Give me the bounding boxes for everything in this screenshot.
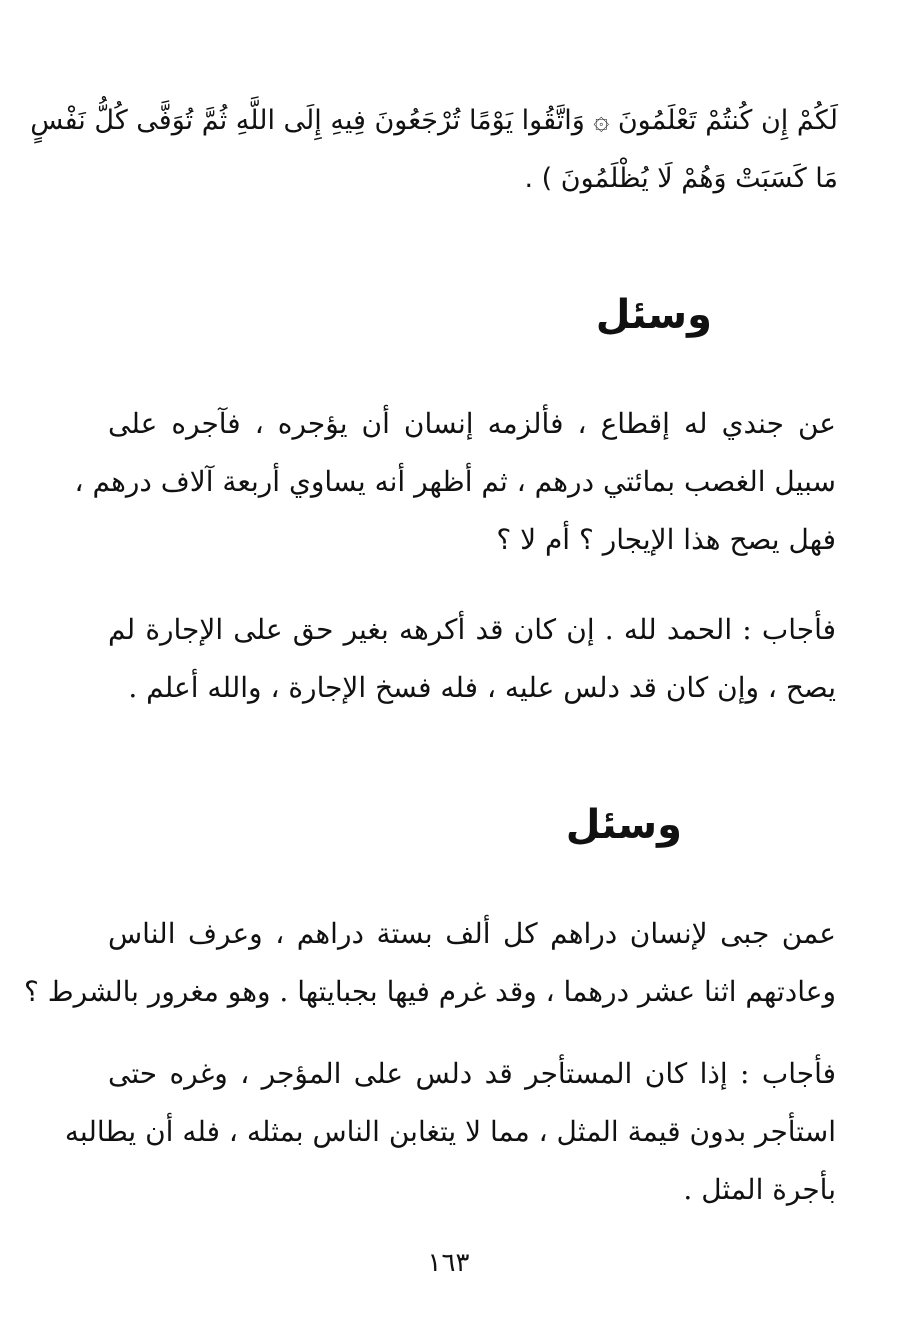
- text-line: يصح ، وإن كان قد دلس عليه ، فله فسخ الإجارة ، والله أعلم .: [128, 671, 836, 704]
- text-line: بأجرة المثل .: [683, 1173, 836, 1206]
- answer-paragraph: [108, 601, 836, 717]
- quran-verse-line: لَكُمْ إِن كُنتُمْ تَعْلَمُونَ ۞ وَاتَّقُوا يَوْمًا تُرْجَعُونَ فِيهِ إِلَى اللَّهِ ثُمَّ تُوَفَّى كُلُّ نَفْسٍ: [30, 105, 838, 136]
- text-line: استأجر بدون قيمة المثل ، مما لا يتغابن الناس بمثله ، فله أن يطالبه: [64, 1115, 836, 1148]
- text-line: فأجاب : إذا كان المستأجر قد دلس على المؤجر ، وغره حتى: [108, 1057, 836, 1090]
- text-line: وعادتهم اثنا عشر درهما ، وقد غرم فيها بجبايتها . وهو مغرور بالشرط ؟: [24, 975, 836, 1008]
- text-line: فأجاب : الحمد لله . إن كان قد أكرهه بغير حق على الإجارة لم: [108, 613, 836, 646]
- section-heading: وسئل: [595, 292, 712, 338]
- answer-paragraph: [64, 1045, 836, 1219]
- quran-verse-line: مَا كَسَبَتْ وَهُمْ لَا يُظْلَمُونَ ) .: [524, 163, 838, 194]
- text-line: عن جندي له إقطاع ، فألزمه إنسان أن يؤجره ، فآجره على: [108, 407, 836, 440]
- text-line: سبيل الغصب بمائتي درهم ، ثم أظهر أنه يساوي أربعة آلاف درهم ،: [74, 465, 836, 498]
- quran-verse-block: [30, 92, 838, 208]
- question-paragraph: [24, 905, 836, 1021]
- page-number: ١٦٣: [427, 1248, 470, 1278]
- text-line: فهل يصح هذا الإيجار ؟ أم لا ؟: [496, 523, 836, 556]
- section-heading: وسئل: [565, 802, 682, 848]
- question-paragraph: [74, 395, 836, 569]
- text-line: عمن جبى لإنسان دراهم كل ألف بستة دراهم ، وعرف الناس: [108, 917, 836, 950]
